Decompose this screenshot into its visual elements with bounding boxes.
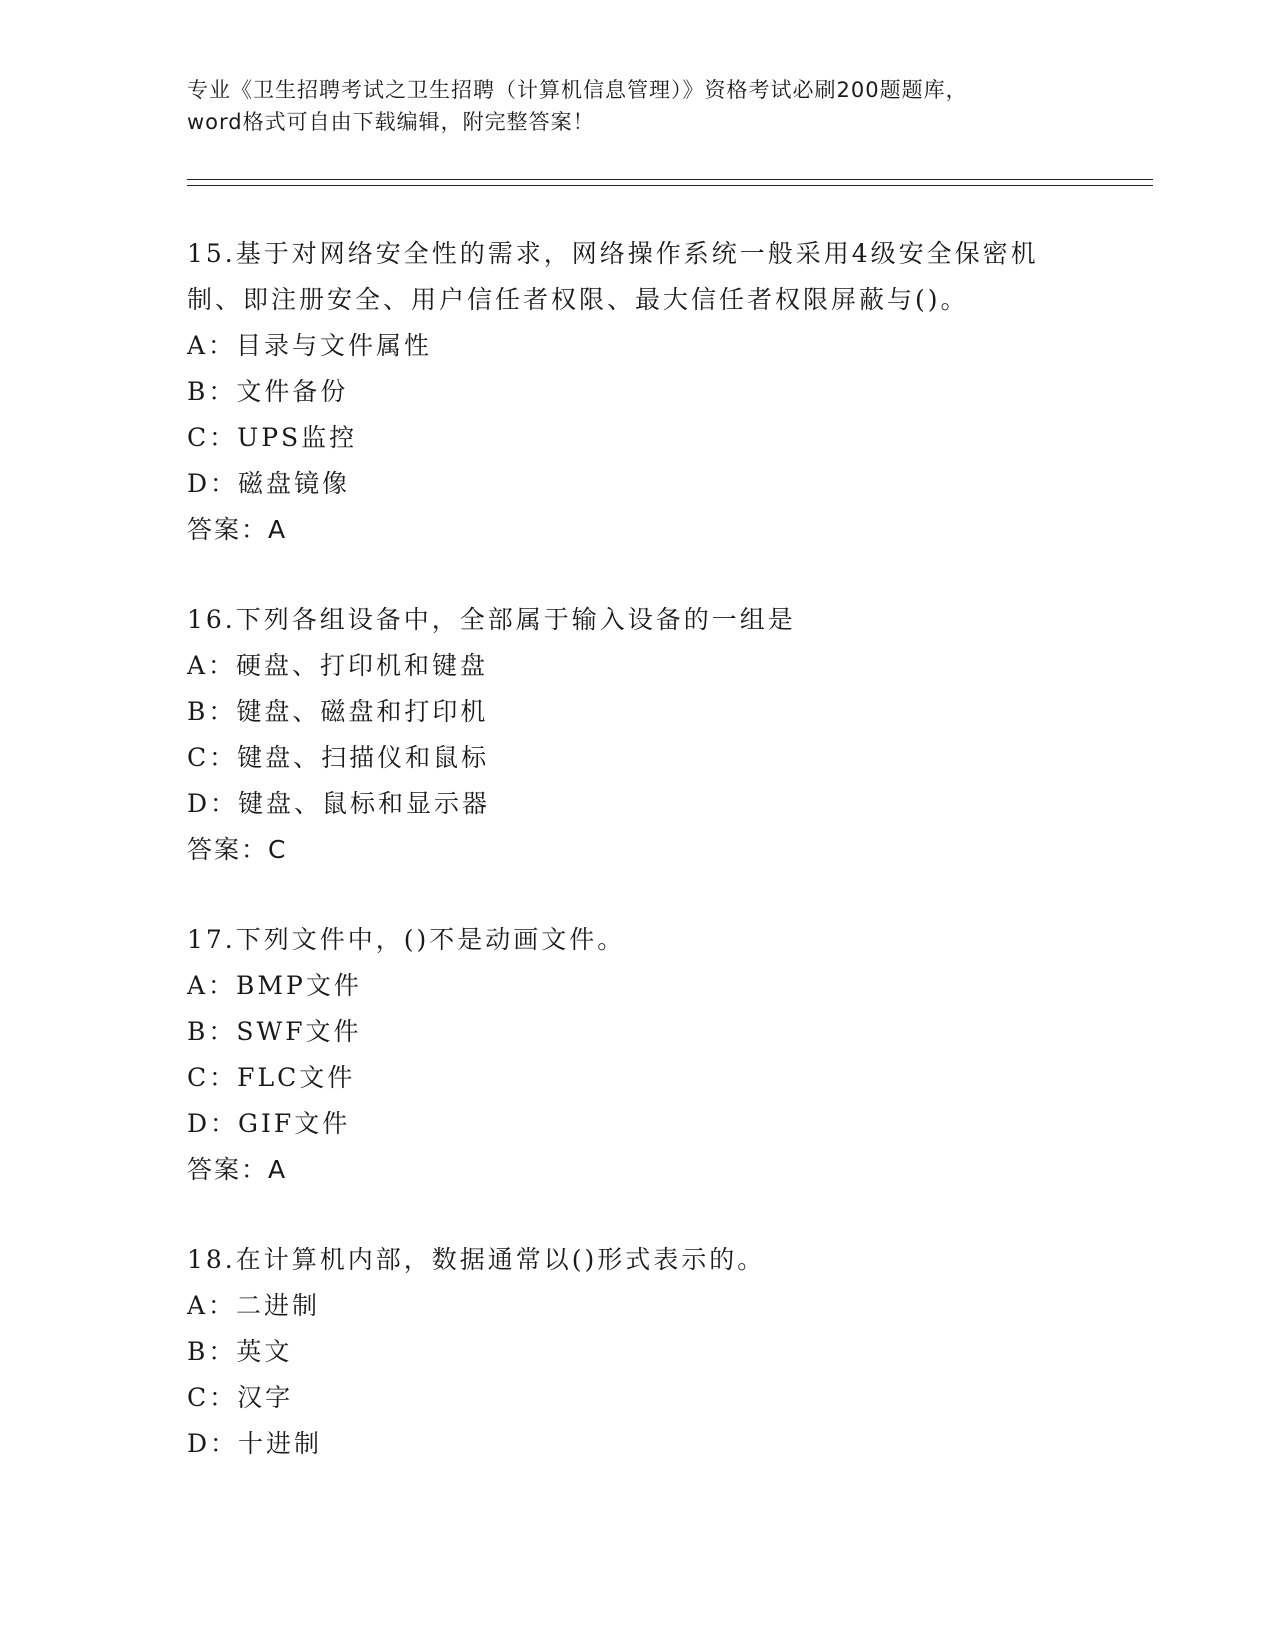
question-stem: 18.在计算机内部，数据通常以()形式表示的。 — [187, 1245, 766, 1274]
document-header — [187, 74, 1087, 138]
question-list — [187, 231, 1087, 1511]
option-d: D：十进制 — [187, 1429, 323, 1458]
question-stem: 15.基于对网络安全性的需求，网络操作系统一般采用4级安全保密机 — [187, 239, 1039, 268]
option-c: C：FLC文件 — [187, 1063, 356, 1092]
question-stem: 制、即注册安全、用户信任者权限、最大信任者权限屏蔽与()。 — [187, 285, 969, 314]
option-d: D：磁盘镜像 — [187, 469, 351, 498]
question-15 — [187, 231, 1087, 553]
option-b: B：英文 — [187, 1337, 293, 1366]
question-18 — [187, 1237, 1087, 1467]
question-stem: 16.下列各组设备中，全部属于输入设备的一组是 — [187, 605, 796, 634]
option-c: C：汉字 — [187, 1383, 294, 1412]
option-c: C：键盘、扫描仪和鼠标 — [187, 743, 490, 772]
answer: 答案：C — [187, 835, 288, 864]
header-line-2: word格式可自由下载编辑，附完整答案！ — [187, 110, 595, 134]
question-17 — [187, 917, 1087, 1193]
header-line-1: 专业《卫生招聘考试之卫生招聘（计算机信息管理）》资格考试必刷200题题库， — [187, 78, 968, 102]
answer: 答案：A — [187, 1155, 288, 1184]
option-d: D：GIF文件 — [187, 1109, 351, 1138]
header-divider-top — [187, 179, 1153, 180]
answer: 答案：A — [187, 515, 288, 544]
option-b: B：键盘、磁盘和打印机 — [187, 697, 489, 726]
option-d: D：键盘、鼠标和显示器 — [187, 789, 491, 818]
option-b: B：文件备份 — [187, 377, 349, 406]
option-c: C：UPS监控 — [187, 423, 358, 452]
option-a: A：BMP文件 — [187, 971, 362, 1000]
header-divider-bottom — [187, 185, 1153, 186]
option-a: A：目录与文件属性 — [187, 331, 433, 360]
option-b: B：SWF文件 — [187, 1017, 362, 1046]
option-a: A：硬盘、打印机和键盘 — [187, 651, 489, 680]
option-a: A：二进制 — [187, 1291, 321, 1320]
question-16 — [187, 597, 1087, 873]
question-stem: 17.下列文件中，()不是动画文件。 — [187, 925, 626, 954]
